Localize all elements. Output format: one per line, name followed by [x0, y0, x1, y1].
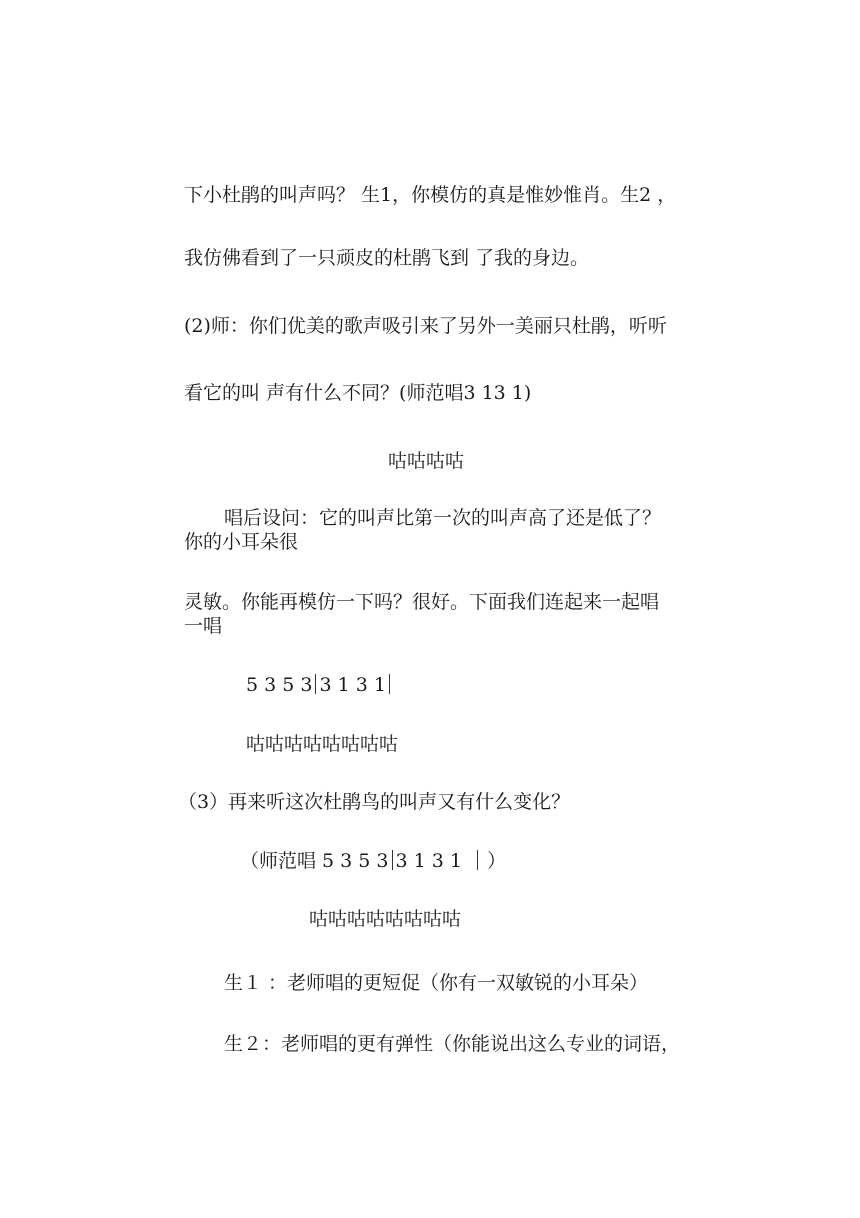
- notation-line-1: [246, 673, 393, 697]
- notation-prefix: （师范唱 5 3 5 3: [240, 850, 389, 872]
- paragraph-question-line-a: 唱后设问：它的叫声比第一次的叫声高了还是低了？: [224, 507, 662, 529]
- notation-measure-2: 3 1 3 1: [319, 674, 386, 696]
- student-answer-2: 生２：老师唱的更有弹性（你能说出这么专业的词语，: [224, 1033, 681, 1055]
- bar-line: [392, 850, 393, 870]
- student-answer-1: 生１ ：老师唱的更短促（你有一双敏锐的小耳朵）: [224, 972, 649, 994]
- paragraph-sing-line-a: 灵敏。你能再模仿一下吗？很好。下面我们连起来一起唱: [184, 591, 660, 613]
- paragraph-question-cont: [184, 530, 298, 554]
- bar-line: [477, 850, 478, 870]
- lyrics-line-3: 咕咕咕咕咕咕咕咕: [309, 908, 462, 930]
- paragraph-line-1: 下小杜鹃的叫声吗？ 生1，你模仿的真是惟妙惟肖。生2 ，: [184, 184, 677, 206]
- notation-suffix: ）: [487, 850, 507, 872]
- paragraph-line-3: (2)师：你们优美的歌声吸引来了另外一美丽只杜鹃，听听: [184, 315, 667, 337]
- lyrics-line-2: 咕咕咕咕咕咕咕咕: [246, 733, 399, 755]
- lyrics-line-1: 咕咕咕咕: [388, 450, 465, 472]
- notation-measure-3: 3 1 3 1: [395, 850, 462, 872]
- notation-line-2: [240, 849, 506, 873]
- paragraph-line-2: 我仿佛看到了一只顽皮的杜鹃飞到 了我的身边。: [184, 247, 590, 269]
- notation-measure-1: 5 3 5 3: [246, 674, 313, 696]
- bar-line: [315, 674, 316, 694]
- paragraph-question: [224, 506, 661, 530]
- paragraph-question-line-b: 你的小耳朵很: [184, 531, 299, 553]
- paragraph-line-4: 看它的叫 声有什么不同？(师范唱3 13 1): [184, 382, 532, 404]
- paragraph-line-3-section: （3）再来听这次杜鹃鸟的叫声又有什么变化？: [178, 791, 571, 813]
- paragraph-sing: [184, 590, 659, 638]
- bar-line: [389, 674, 390, 694]
- paragraph-sing-line-b: 一唱: [184, 615, 223, 637]
